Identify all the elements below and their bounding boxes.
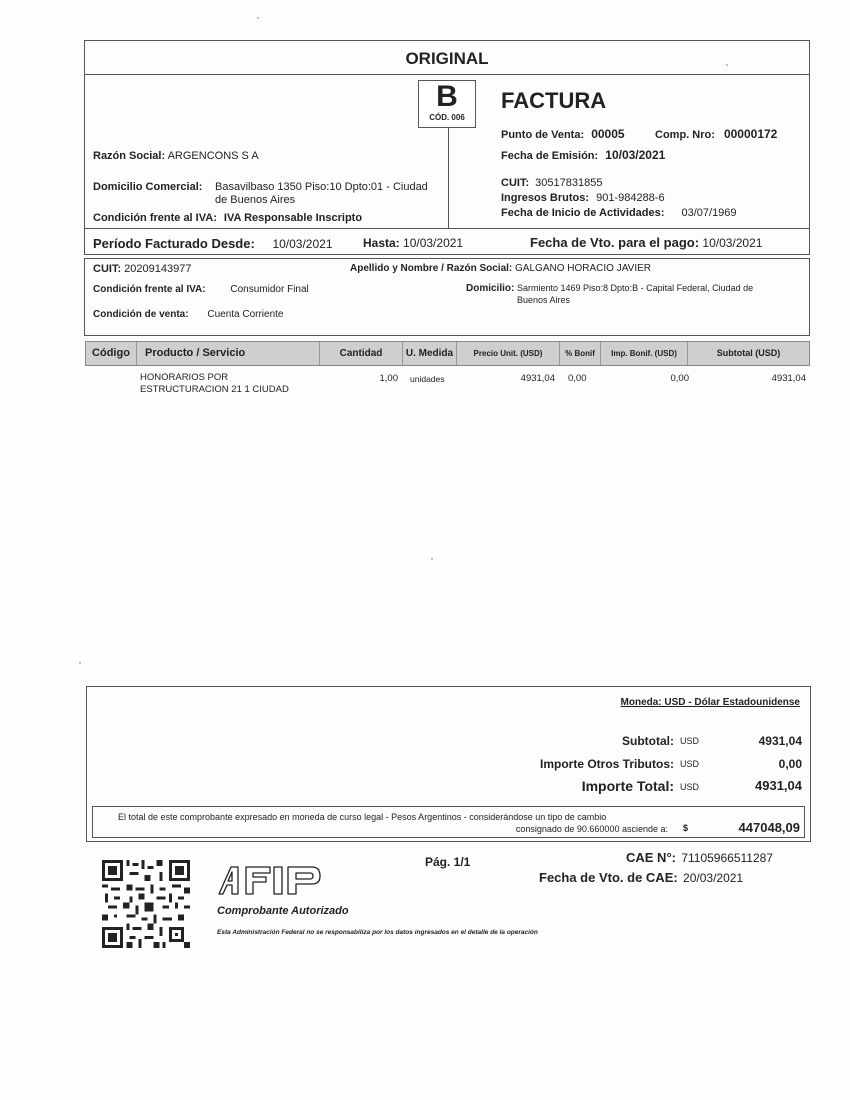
qr-code-icon [102,860,190,948]
row-precio: 4931,04 [520,373,555,384]
iva-label: Condición frente al IVA: [93,212,217,224]
razon-label: Razón Social: [93,150,166,162]
client-venta-label: Condición de venta: [93,309,189,320]
comprobante-autorizado: Comprobante Autorizado [217,905,349,917]
row-bonif: 0,00 [568,373,587,384]
client-nombre [350,263,651,274]
items-table-header [85,341,810,366]
th-codigo: Código [86,342,137,365]
comp-value: 00000172 [723,127,778,141]
subtotal-row [502,734,802,750]
cuit-label: CUIT: [501,177,530,189]
fecha-value: 10/03/2021 [605,148,666,162]
domicilio-label: Domicilio Comercial: [93,181,203,193]
cae-vto [539,870,743,885]
th-medida: U. Medida [403,342,457,365]
original-banner [84,40,810,75]
row-cantidad: 1,00 [379,373,398,384]
row-producto-line2: ESTRUCTURACION 21 1 CIUDAD [140,384,289,395]
client-domicilio-line2: Buenos Aires [517,295,571,305]
legal-line2: consignado de 90.660000 asciende a: [515,824,668,834]
legal-box [92,806,805,838]
cae-value: 71105966511287 [681,851,773,865]
iva-condition [93,212,362,224]
razon-value: ARGENCONS S A [167,150,259,162]
th-bonif: % Bonif [560,342,601,365]
legal-value: 447048,09 [738,820,800,835]
cuit-value: 30517831855 [535,177,603,189]
razon-social [93,150,259,162]
domicilio-line2: de Buenos Aires [215,194,296,206]
scan-speck [726,64,728,66]
hasta-label: Hasta: [363,236,400,250]
issuer-cuit [501,177,602,189]
inicio-label: Fecha de Inicio de Actividades: [501,207,665,219]
scan-speck [79,662,81,664]
cod-label: CÓD. 006 [429,113,465,122]
punto-venta [501,127,625,141]
ingresos-brutos [501,192,665,204]
th-precio: Precio Unit. (USD) [457,342,560,365]
punto-value: 00005 [591,127,625,141]
subtotal-cur: USD [680,736,700,746]
total-label: Importe Total: [581,778,674,794]
ib-value: 901-984288-6 [596,192,665,204]
th-producto: Producto / Servicio [137,342,320,365]
comp-nro [655,127,777,141]
letter-box [418,80,476,128]
client-cuit [93,263,191,275]
scan-speck [431,558,433,560]
otros-label: Importe Otros Tributos: [539,757,674,771]
total-cur: USD [680,782,700,792]
vto-value: 10/03/2021 [702,236,763,250]
cae-vto-value: 20/03/2021 [683,871,744,885]
original-label: ORIGINAL [405,49,489,68]
subtotal-label: Subtotal: [622,734,674,748]
fecha-label: Fecha de Emisión: [501,150,599,162]
desde-label: Período Facturado Desde: [93,236,255,251]
cae-vto-label: Fecha de Vto. de CAE: [539,870,678,885]
th-cantidad: Cantidad [320,342,403,365]
otros-row [502,757,802,773]
letter-b: B [436,80,458,113]
client-cuit-value: 20209143977 [124,263,192,275]
scan-speck [257,17,259,19]
row-subtotal: 4931,04 [771,373,806,384]
doc-type: FACTURA [501,88,607,113]
hasta-value: 10/03/2021 [403,236,464,250]
cae-label: CAE N°: [626,850,676,865]
period-hasta [363,236,463,250]
client-cuit-label: CUIT: [93,263,122,275]
moneda: Moneda: USD - Dólar Estadounidense [620,697,800,708]
row-medida: unidades [410,374,445,384]
client-domicilio-label: Domicilio: [466,283,515,294]
client-venta-value: Cuenta Corriente [207,309,284,320]
client-domicilio-line1: Sarmiento 1469 Piso:8 Dpto:B - Capital Federal, Ciudad de [517,283,754,293]
vto-label: Fecha de Vto. para el pago: [530,235,700,250]
client-iva [93,284,309,295]
page-number: Pág. 1/1 [425,855,471,869]
legal-cur: $ [683,823,689,833]
footer-disclaimer: Esta Administración Federal no se responsabiliza por los datos ingresados en el detalle de la operación [217,929,538,936]
afip-logo-icon [216,864,328,896]
inicio-actividades [501,207,737,219]
total-value: 4931,04 [755,778,802,793]
desde-value: 10/03/2021 [272,237,333,251]
fecha-emision [501,148,665,162]
th-imp-bonif: Imp. Bonif. (USD) [601,342,688,365]
iva-value: IVA Responsable Inscripto [223,212,363,224]
client-iva-label: Condición frente al IVA: [93,284,206,295]
row-imp-bonif: 0,00 [670,373,689,384]
ib-label: Ingresos Brutos: [501,192,590,204]
row-producto-line1: HONORARIOS POR [140,372,229,383]
client-nombre-label: Apellido y Nombre / Razón Social: [350,263,513,274]
table-row [85,371,810,397]
cae-number [626,850,773,865]
client-nombre-value: GALGANO HORACIO JAVIER [515,263,651,274]
period-vto [530,235,762,250]
legal-line1: El total de este comprobante expresado en moneda de curso legal - Pesos Argentinos - considerándose un tipo de cambio [118,812,607,822]
header-divider [448,127,449,228]
subtotal-value: 4931,04 [758,734,802,748]
client-venta [93,309,284,320]
inicio-value: 03/07/1969 [681,207,737,219]
client-iva-value: Consumidor Final [230,284,309,295]
punto-label: Punto de Venta: [501,129,585,141]
domicilio-line1: Basavilbaso 1350 Piso:10 Dpto:01 - Ciudad [215,181,428,193]
th-subtotal: Subtotal (USD) [716,348,781,358]
total-row [502,778,802,796]
comp-label: Comp. Nro: [655,129,715,141]
otros-cur: USD [680,759,700,769]
otros-value: 0,00 [778,757,802,771]
period-desde [93,236,333,251]
